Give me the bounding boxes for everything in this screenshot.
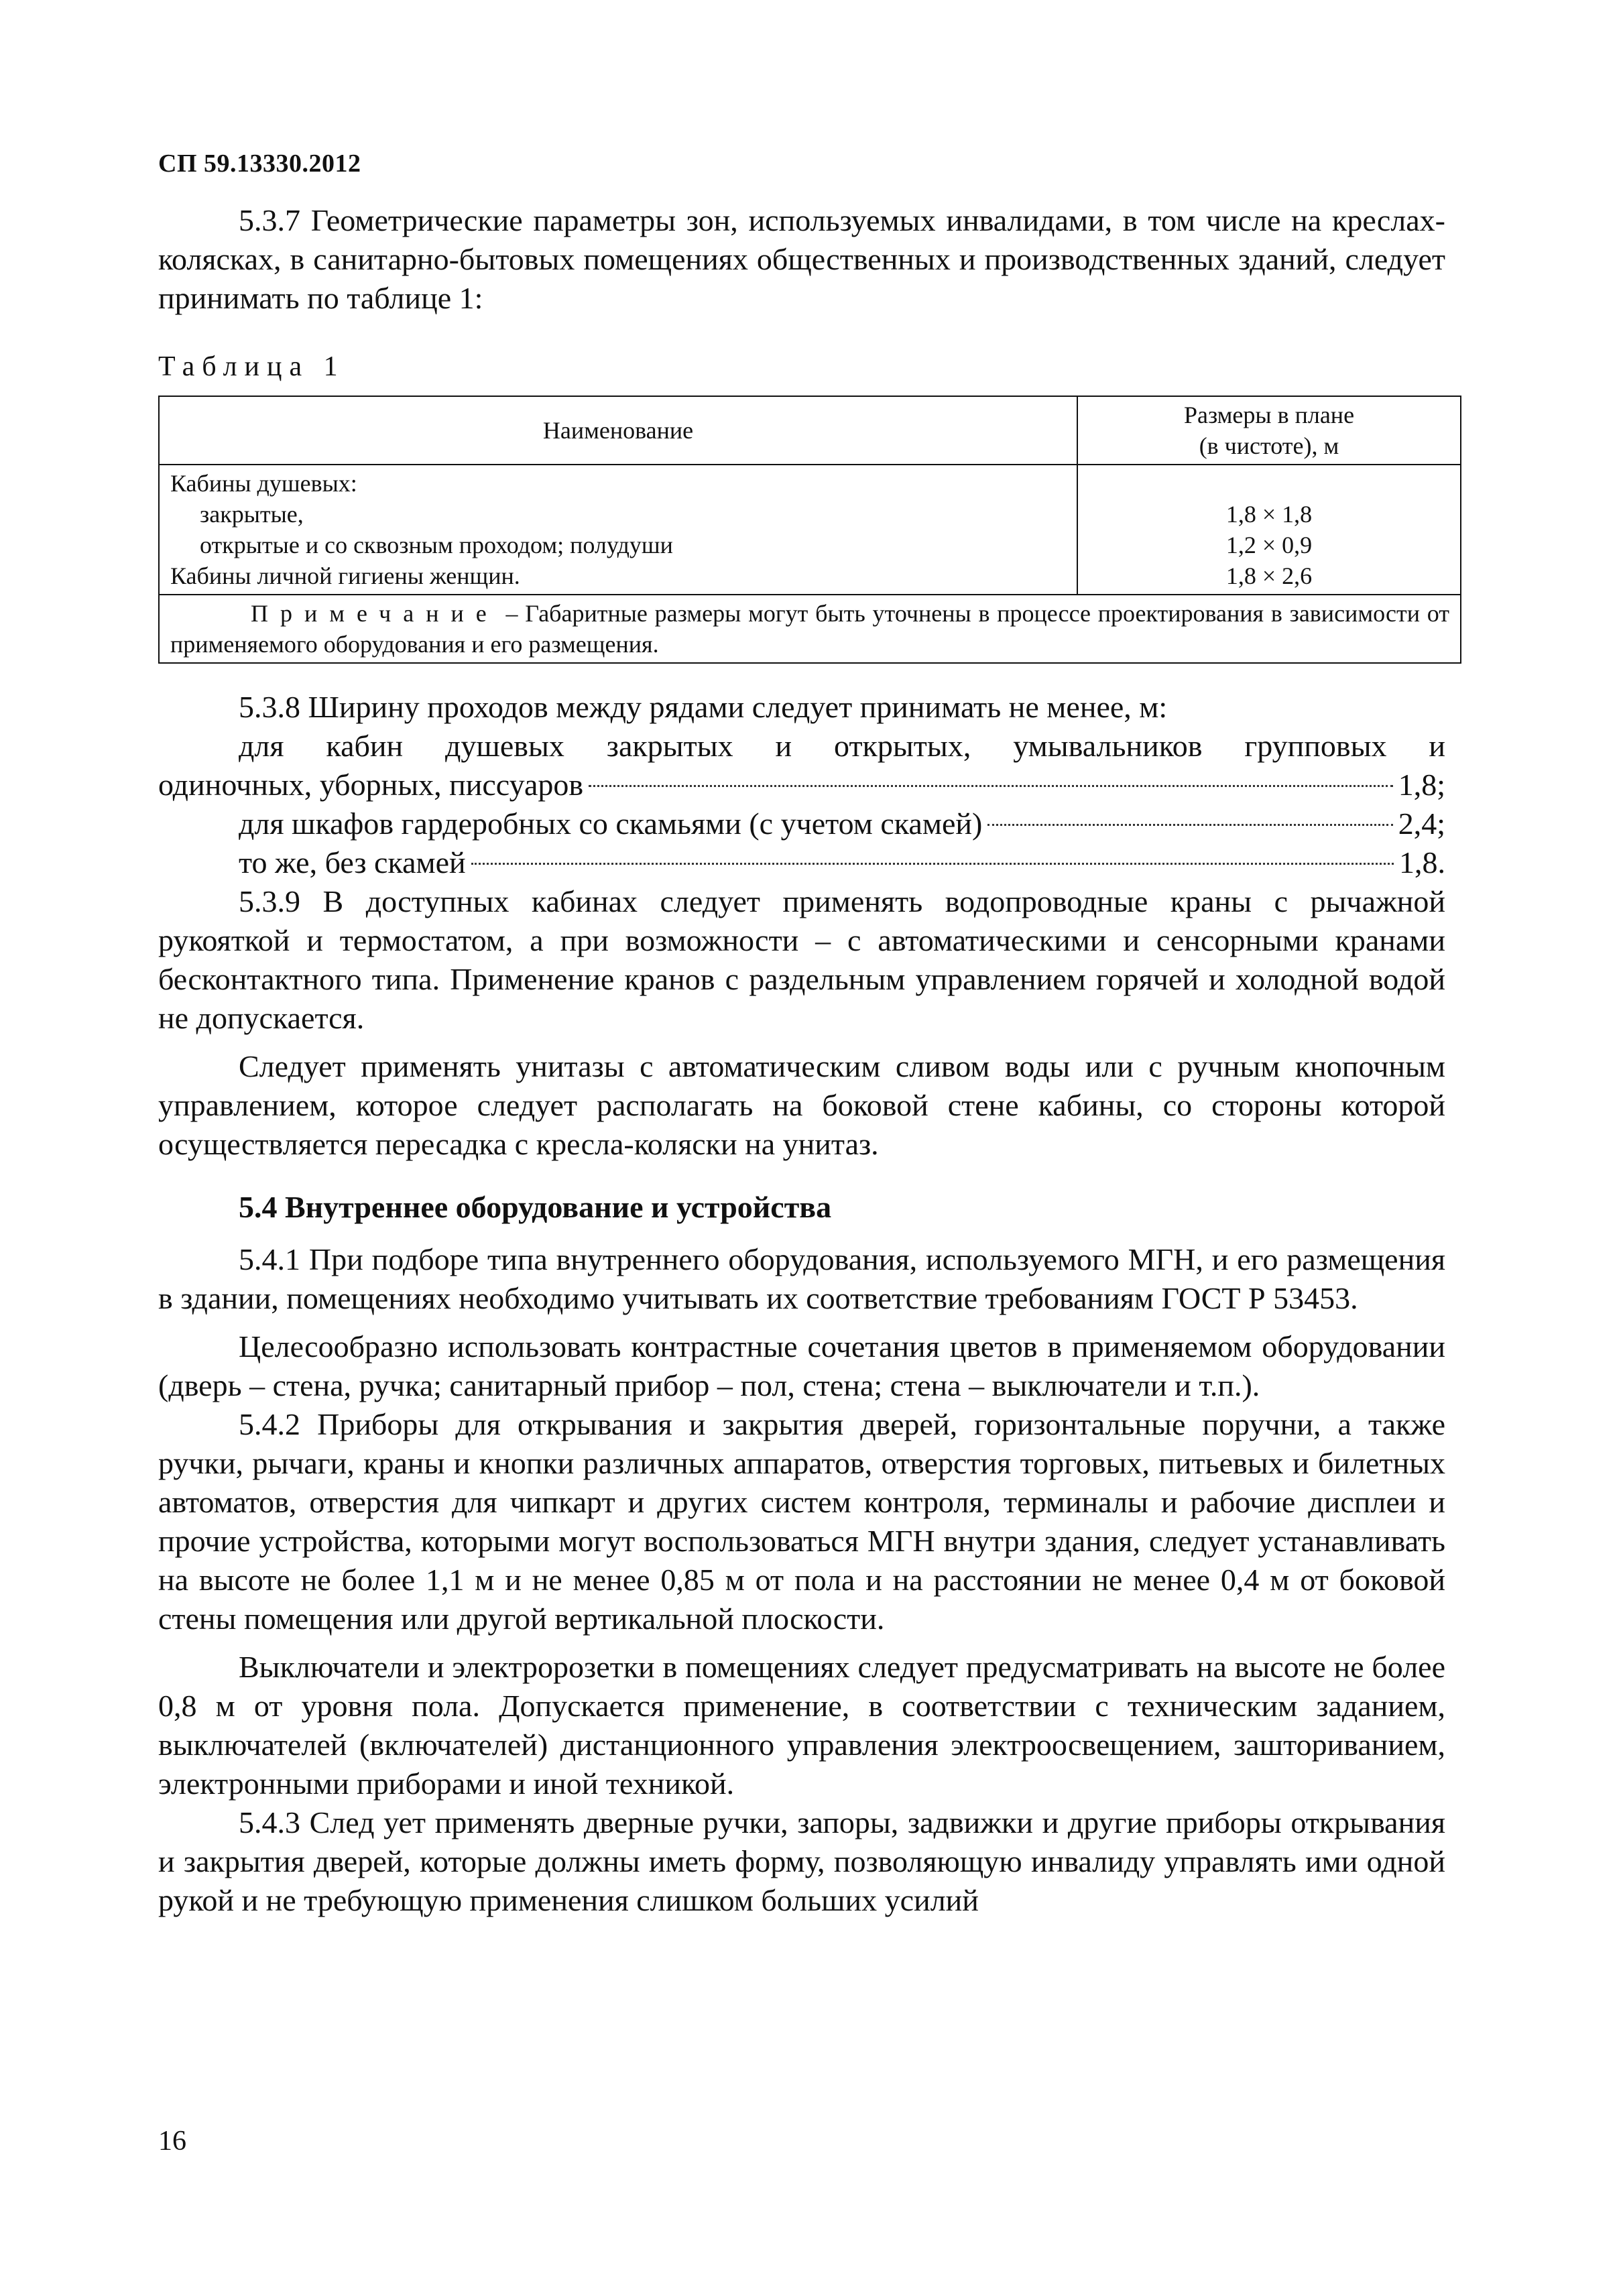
table-cell-names [159, 465, 1077, 595]
paragraph-5-4-2: 5.4.2 Приборы для открывания и закрытия дверей, горизонтальные поручни, а также ручки, рычаги, краны и кнопки различных аппаратов, отверстия торговых, питьевых и билетных автоматов, отверстия для чипкарт и других систем контроля, терминалы и рабочие дисплеи и прочие устройства, которыми могут воспользоваться МГН внутри здания, следует устанавливать на высоте не более 1,1 м и не менее 0,85 м от пола и на расстоянии не менее 0,4 м от боковой стены помещения или другой вертикальной плоскости. [158, 1407, 1445, 1636]
table-note-label: Примечание [251, 600, 499, 627]
leader-line-1-text: одиночных, уборных, писсуаров [158, 768, 584, 802]
paragraph-5-4-2b: Выключатели и электророзетки в помещениях следует предусматривать на высоте не более 0,8 м от уровня пола. Допускается применение, в соответствии с техническим заданием, выключателей (включателей) дистанционного управления электроосвещением, зашториванием, электронными приборами и иной техникой. [158, 1650, 1445, 1801]
paragraph-5-3-9b: Следует применять унитазы с автоматическим сливом воды или с ручным кнопочным управлением, которое следует располагать на боковой стене кабины, со стороны которой осуществляется пересадка с кресла-коляски на унитаз. [158, 1049, 1445, 1161]
table-header-row [159, 396, 1461, 465]
leader-dots [589, 785, 1393, 787]
table-row-size-3: 1,8 × 2,6 [1225, 562, 1313, 589]
table-header-name: Наименование [159, 396, 1077, 465]
table-cell-sizes [1077, 465, 1461, 595]
paragraph-5-4-3: 5.4.3 След ует применять дверные ручки, запоры, задвижки и другие приборы открывания и закрытия дверей, которые должны иметь форму, позволяющую инвалиду управлять ими одной рукой и не требующую применения слишком больших усилий [158, 1805, 1445, 1917]
table-row-name-0: Кабины душевых: [170, 470, 357, 497]
table-header-size [1077, 396, 1461, 465]
leader-line-1-value: 1,8; [1398, 768, 1445, 802]
table-header-size-line2: (в чистоте), м [1199, 432, 1339, 459]
table-row-size-2: 1,2 × 0,9 [1225, 532, 1313, 558]
leader-dots [987, 824, 1392, 826]
table-note [159, 595, 1461, 663]
leader-line-3-text: то же, без скамей [239, 845, 466, 880]
leader-line-2-text: для шкафов гардеробных со скамьями (с учетом скамей) [239, 806, 983, 841]
table-row-name-3: Кабины личной гигиены женщин. [170, 562, 520, 589]
table-row-size-1: 1,8 × 1,8 [1225, 501, 1313, 528]
document-body [158, 201, 1449, 1920]
paragraph-5-3-9: 5.3.9 В доступных кабинах следует применять водопроводные краны с рычажной рукояткой и термостатом, а при возможности – с автоматическими и сенсорными кранами бесконтактного типа. Применение кранов с раздельным управлением горячей и холодной водой не допускается. [158, 884, 1445, 1035]
section-title-5-4: 5.4 Внутреннее оборудование и устройства [239, 1190, 832, 1224]
paragraph-5-4-1b: Целесообразно использовать контрастные сочетания цветов в применяемом оборудовании (дверь – стена, ручка; санитарный прибор – пол, стена; стена – выключатели и т.п.). [158, 1329, 1445, 1402]
leader-line-1 [158, 766, 1445, 804]
leader-line-3 [158, 843, 1445, 882]
page-number: 16 [158, 2126, 186, 2157]
leader-dots [471, 863, 1394, 865]
table-1 [158, 396, 1461, 664]
table-note-row [159, 595, 1461, 663]
table-header-size-line1: Размеры в плане [1183, 402, 1355, 428]
document-header: СП 59.13330.2012 [158, 149, 361, 178]
table-note-text: – Габаритные размеры могут быть уточнены в процессе проектирования в зависимости от применяемого оборудования и его размещения. [170, 600, 1449, 658]
table-row-name-2: открытые и со сквозным проходом; полудуши [200, 532, 673, 558]
paragraph-5-3-7: 5.3.7 Геометрические параметры зон, используемых инвалидами, в том числе на креслах-колясках, в санитарно-бытовых помещениях общественных и производственных зданий, следует принимать по таблице 1: [158, 203, 1445, 315]
table-caption: Таблица 1 [158, 351, 345, 382]
paragraph-5-3-8: 5.3.8 Ширину проходов между рядами следует принимать не менее, м: [239, 690, 1168, 724]
leader-line-2 [158, 804, 1445, 843]
paragraph-5-4-1: 5.4.1 При подборе типа внутреннего оборудования, используемого МГН, и его размещения в здании, помещениях необходимо учитывать их соответствие требованиям ГОСТ Р 53453. [158, 1242, 1445, 1315]
leader-line-3-value: 1,8. [1399, 845, 1445, 880]
table-row-size-0 [1089, 468, 1449, 499]
table-row-name-1: закрытые, [200, 501, 304, 528]
paragraph-5-3-8-line1: для кабин душевых закрытых и открытых, умывальников групповых и [239, 729, 1445, 763]
table-row [159, 465, 1461, 595]
leader-line-2-value: 2,4; [1398, 806, 1445, 841]
